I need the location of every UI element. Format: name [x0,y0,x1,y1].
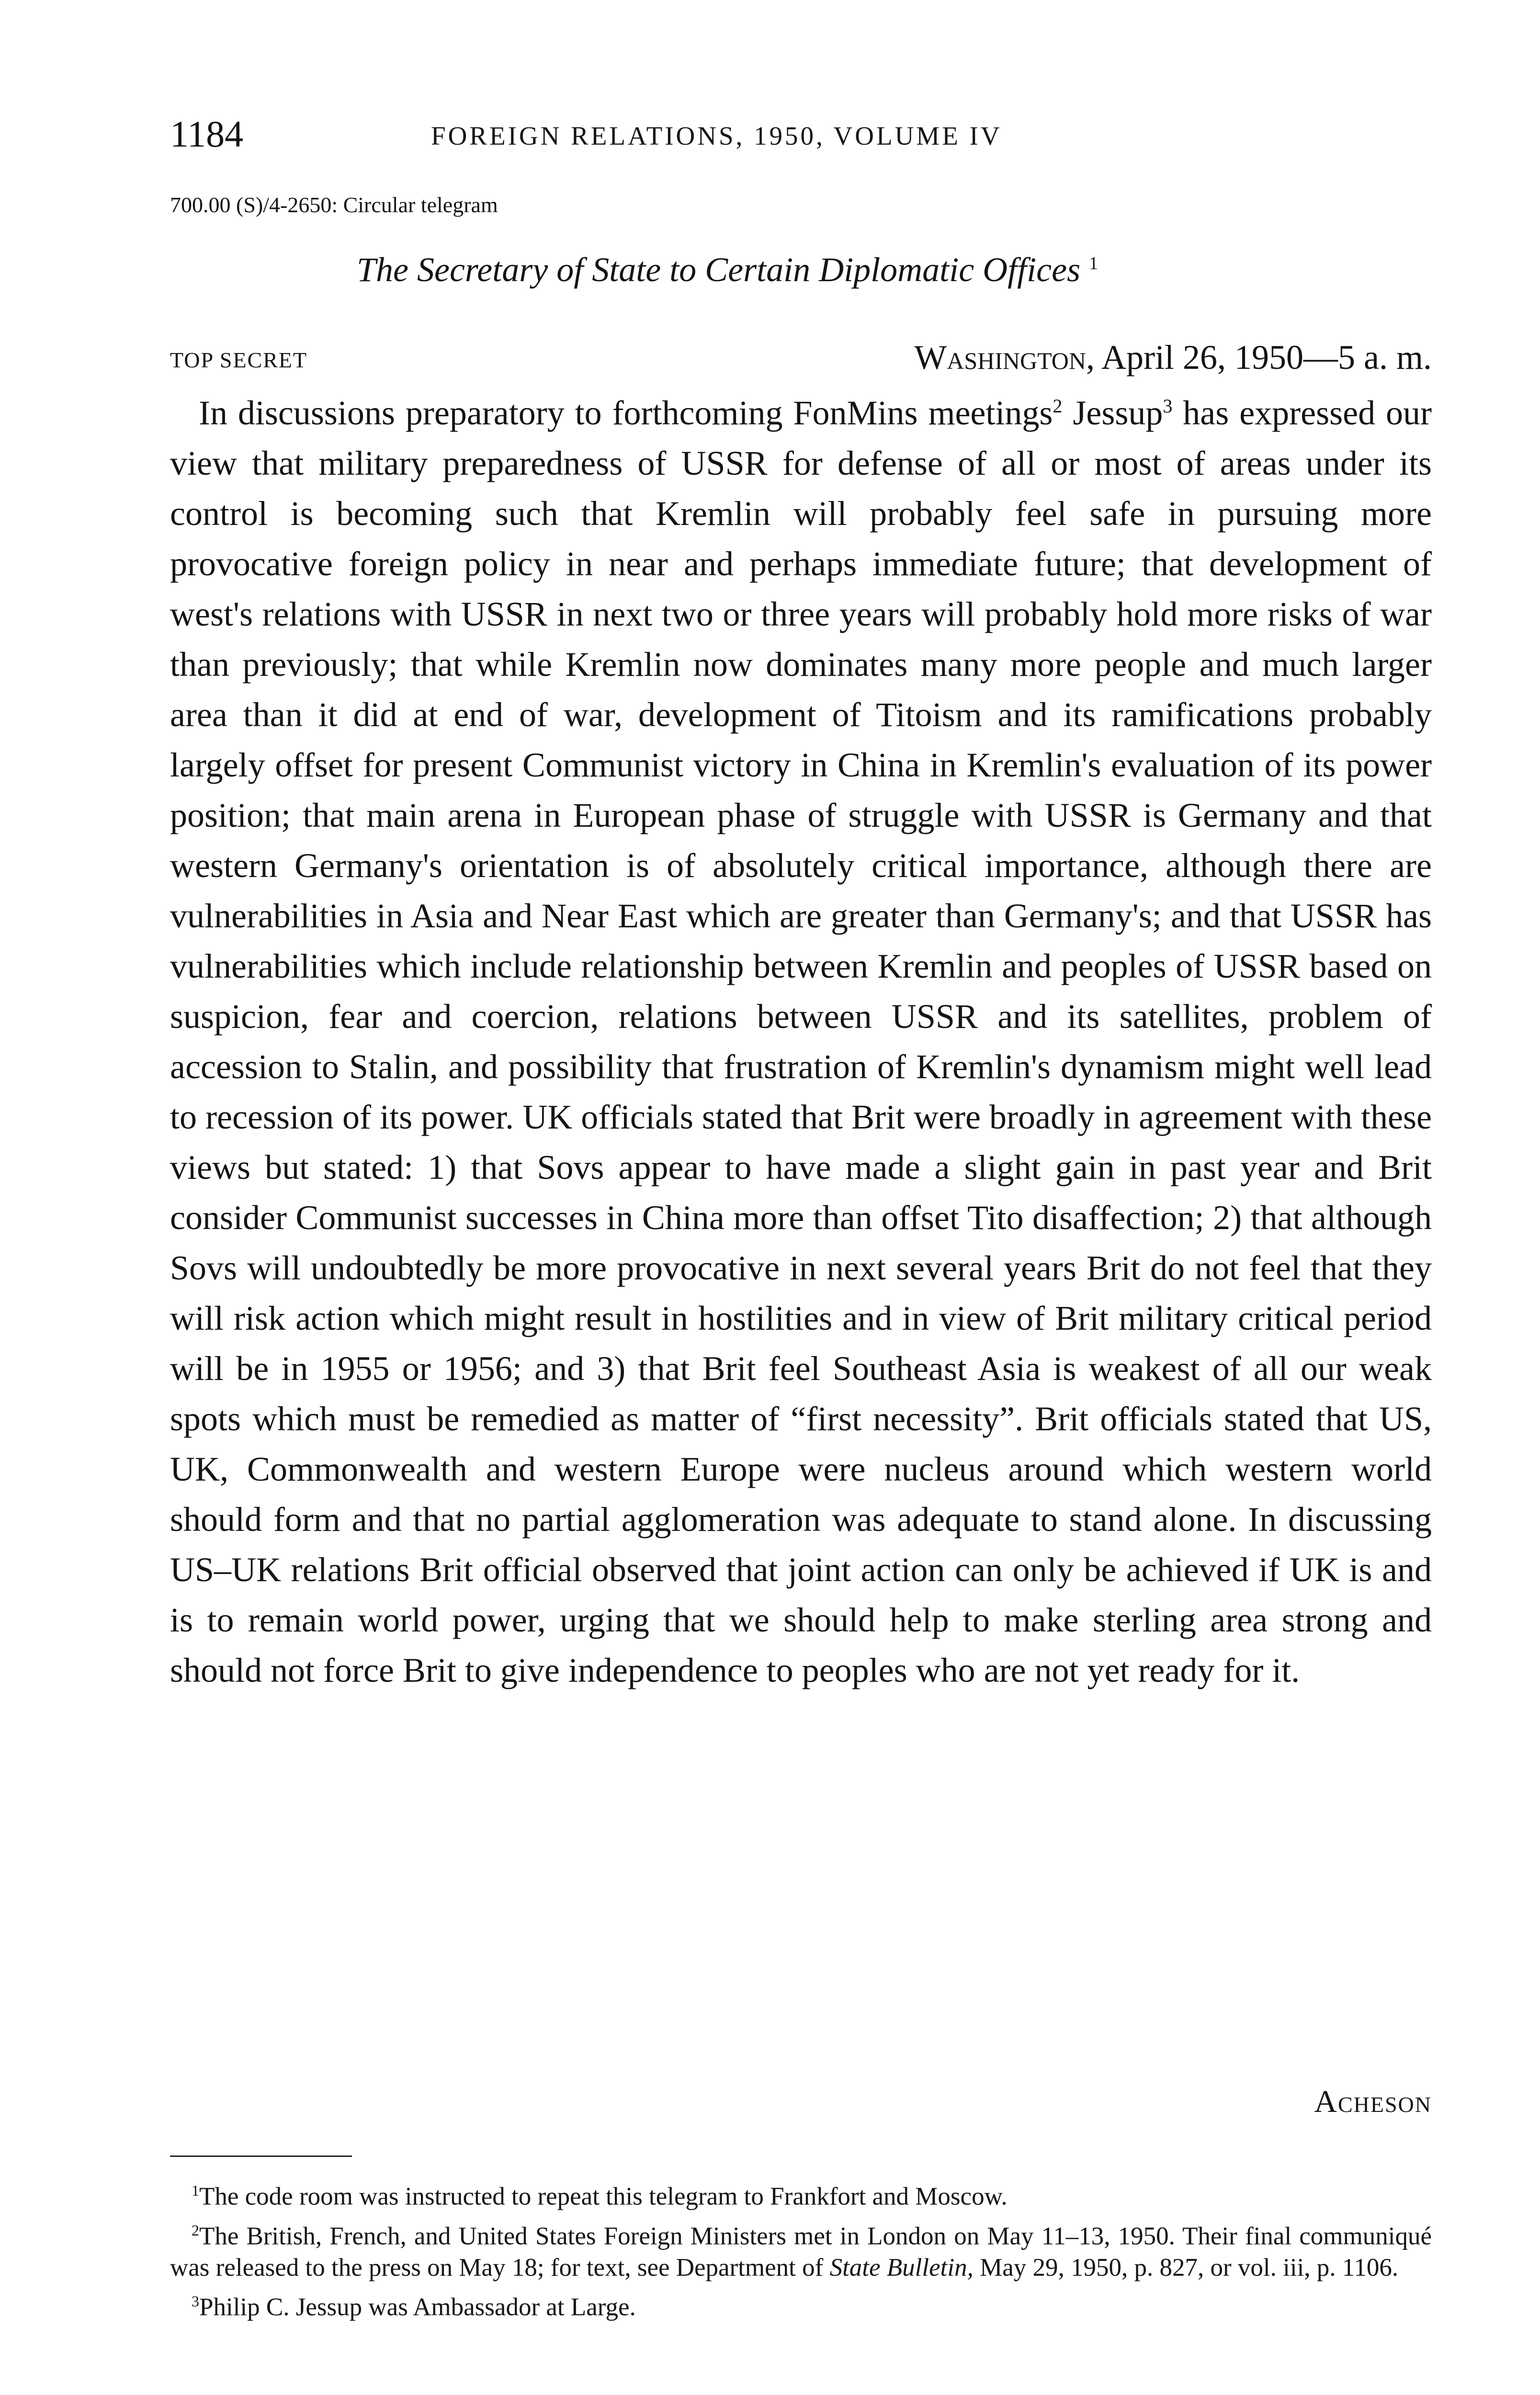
document-title-text: The Secretary of State to Certain Diplomatic Offices [357,251,1081,289]
signature: Acheson [1314,2084,1432,2119]
footnote-text: The British, French, and United States Foreign Ministers met in London on May 11–13, 1950. Their final communiqué was released to the press on May 18; for text, see Department of [170,2222,1432,2282]
footnote-text: The code room was instructed to repeat this telegram to Frankfort and Moscow. [199,2182,1008,2211]
document-title [357,240,1098,294]
body-part-3: has expressed our view that military preparedness of USSR for defense of all or most of areas under its control is becoming such that Kremlin will probably feel safe in pursuing more provocative foreign policy in near and perhaps immediate future; that development of west's relations with USSR in next two or three years will probably hold more risks of war than previously; that while Kremlin now dominates many more people and much larger area than it did at end of war, development of Titoism and its ramifications probably largely offset for present Communist victory in China in Kremlin's evaluation of its power position; that main arena in European phase of struggle with USSR is Germany and that western Germany's orientation is of absolutely critical importance, although there are vulnerabilities in Asia and Near East which are greater than Germany's; and that USSR has vulnerabilities which include relationship between Kremlin and peoples of USSR based on suspicion, fear and coercion, relations between USSR and its satellites, problem of accession to Stalin, and possibility that frustration of Kremlin's dynamism might well lead to recession of its power. UK officials stated that Brit were broadly in agreement with these views but stated: 1) that Sovs appear to have made a slight gain in past year and Brit consider Communist successes in China more than offset Tito disaffection; 2) that although Sovs will undoubtedly be more provocative in next several years Brit do not feel that they will risk action which might result in hostilities and in view of Brit military critical period will be in 1955 or 1956; and 3) that Brit feel Southeast Asia is weakest of all our weak spots which must be remedied as matter of “first necessity”. Brit officials stated that US, UK, Commonwealth and western Europe were nucleus around which western world should form and that no partial agglomeration was adequate to stand alone. In discussing US–UK relations Brit official observed that joint action can only be achieved if UK is and is to remain world power, urging that we should help to make sterling area strong and should not force Brit to give independence to peoples who are not yet ready for it. [170,394,1432,1689]
series-title: FOREIGN RELATIONS, 1950, VOLUME IV [431,121,1002,150]
footnote-text: Philip C. Jessup was Ambassador at Large. [199,2293,636,2321]
footnote-ref-3: 3 [1163,395,1173,417]
dateline-place: Washington, [914,338,1095,376]
body-part-1: In discussions preparatory to forthcoming FonMins meetings [199,394,1053,432]
classification-dateline-row [170,338,1432,386]
footnote-divider [170,2156,352,2157]
footnote-2 [170,2214,1432,2284]
telegram-body [170,388,1432,1696]
body-part-2: Jessup [1073,394,1163,432]
footnote-marker: 3 [192,2292,199,2310]
page-number: 1184 [170,113,244,155]
footnote-ref-2: 2 [1053,395,1063,417]
document-page [170,0,1432,2395]
dateline-date: April 26, 1950—5 a. m. [1101,338,1432,376]
footnotes [170,2175,1432,2325]
footnote-marker: 1 [192,2182,199,2199]
footnote-text-cont: May 29, 1950, p. 827, or vol. iii, p. 1106. [980,2254,1399,2282]
classification: TOP SECRET [170,348,308,372]
running-head [170,110,1432,158]
footnote-publication: State Bulletin, [829,2254,974,2282]
footnote-marker: 2 [192,2221,199,2239]
footnote-3 [170,2285,1432,2323]
dateline [914,338,1432,377]
file-reference: 700.00 (S)/4-2650: Circular telegram [170,193,498,217]
footnote-ref-1: 1 [1089,253,1098,274]
footnote-1 [170,2175,1432,2213]
